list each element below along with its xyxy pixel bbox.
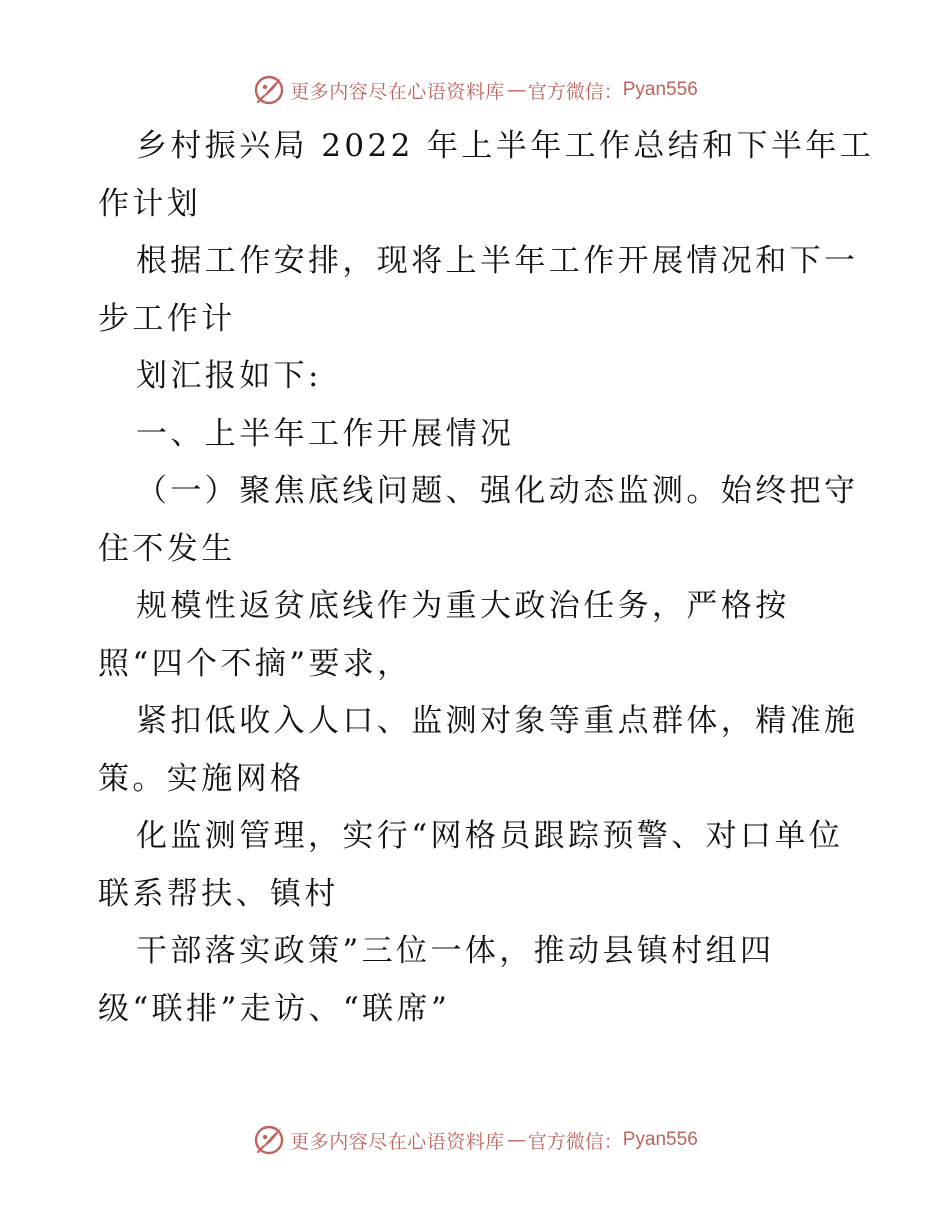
document-title-line-2: 作计划	[98, 185, 202, 222]
quill-pen-logo-icon	[252, 73, 286, 107]
banner-wechat-id: Pyan556	[622, 79, 698, 100]
footer-watermark-banner	[0, 1120, 950, 1160]
banner-dash: —	[506, 79, 526, 101]
subsection-heading-line: （一）聚焦底线问题、强化动态监测。始终把守	[136, 473, 859, 509]
paragraph-line: 联系帮扶、镇村	[98, 875, 339, 912]
paragraph-line: 干部落实政策”三位一体，推动县镇村组四	[136, 933, 775, 969]
paragraph-line: 划汇报如下:	[136, 358, 322, 394]
paragraph-line: 步工作计	[98, 300, 236, 337]
banner-wechat-label: 官方微信：	[527, 1130, 623, 1153]
document-title-line-1: 乡村振兴局 2022 年上半年工作总结和下半年工	[136, 128, 875, 164]
paragraph-line: 照“四个不摘”要求，	[98, 645, 412, 682]
quill-pen-logo-icon	[252, 1123, 286, 1157]
paragraph-line: 根据工作安排，现将上半年工作开展情况和下一	[136, 243, 859, 279]
document-body	[98, 118, 875, 1038]
banner-brand-text: 更多内容尽在心语资料库	[290, 1130, 505, 1153]
paragraph-line: 级“联排”走访、“联席”	[98, 990, 451, 1027]
paragraph-line: 紧扣低收入人口、监测对象等重点群体，精准施	[136, 703, 859, 739]
paragraph-line: 住不发生	[98, 530, 236, 567]
banner-brand-text: 更多内容尽在心语资料库	[290, 80, 505, 103]
banner-dash: —	[506, 1129, 526, 1151]
paragraph-line: 化监测管理，实行“网格员跟踪预警、对口单位	[136, 818, 844, 854]
banner-wechat-id: Pyan556	[622, 1129, 698, 1150]
banner-wechat-label: 官方微信：	[527, 80, 623, 103]
paragraph-line: 策。实施网格	[98, 760, 305, 797]
header-watermark-banner	[0, 70, 950, 110]
section-heading: 一、上半年工作开展情况	[136, 415, 515, 452]
paragraph-line: 规模性返贫底线作为重大政治任务，严格按	[136, 588, 790, 624]
